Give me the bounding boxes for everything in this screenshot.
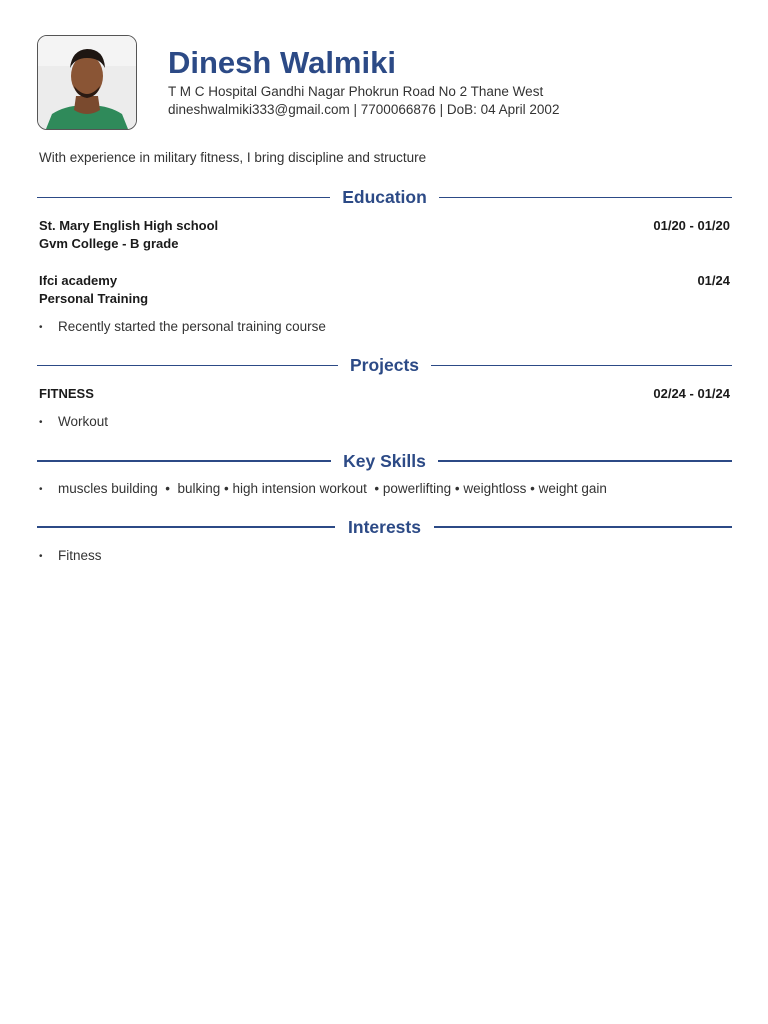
education-heading <box>37 186 732 208</box>
project-bullet <box>39 413 730 432</box>
project-date: 02/24 - 01/24 <box>653 386 730 401</box>
project-entry <box>39 385 730 403</box>
candidate-name: Dinesh Walmiki <box>168 45 396 80</box>
bullet-marker: • <box>39 484 43 495</box>
education-title: Education <box>342 187 427 207</box>
education-date: 01/24 <box>697 273 730 288</box>
interests-heading <box>37 516 732 538</box>
resume-header <box>37 35 732 130</box>
bullet-marker: • <box>39 417 43 428</box>
interests-title: Interests <box>348 517 421 537</box>
projects-heading <box>37 354 732 376</box>
project-name: FITNESS <box>39 386 94 401</box>
bullet-marker: • <box>39 551 43 562</box>
education-entry <box>39 217 730 253</box>
interests-bullet <box>39 547 730 566</box>
skills-title: Key Skills <box>343 451 426 471</box>
education-entry <box>39 272 730 308</box>
skills-bullet <box>39 480 730 499</box>
bullet-marker: • <box>39 322 43 333</box>
skills-text: muscles building • bulking • high intension workout • powerlifting • weightloss • weight gain <box>58 481 607 496</box>
education-school: Ifci academy <box>39 273 118 288</box>
profile-photo-image <box>38 36 136 129</box>
skills-heading <box>37 450 732 472</box>
education-school: St. Mary English High school <box>39 218 219 233</box>
candidate-contact: dineshwalmiki333@gmail.com | 7700066876 | DoB: 04 April 2002 <box>168 102 560 117</box>
project-bullet-text: Workout <box>58 414 109 429</box>
education-detail: Personal Training <box>39 291 149 306</box>
profile-photo <box>37 35 137 130</box>
education-bullet-text: Recently started the personal training course <box>58 319 326 334</box>
projects-title: Projects <box>349 355 420 375</box>
education-detail: Gvm College - B grade <box>39 236 179 251</box>
education-date: 01/20 - 01/20 <box>653 218 730 233</box>
education-bullet <box>39 318 730 337</box>
summary-text: With experience in military fitness, I bring discipline and structure <box>39 150 427 165</box>
interest-item: Fitness <box>58 548 102 563</box>
candidate-address: T M C Hospital Gandhi Nagar Phokrun Road No 2 Thane West <box>168 84 544 99</box>
